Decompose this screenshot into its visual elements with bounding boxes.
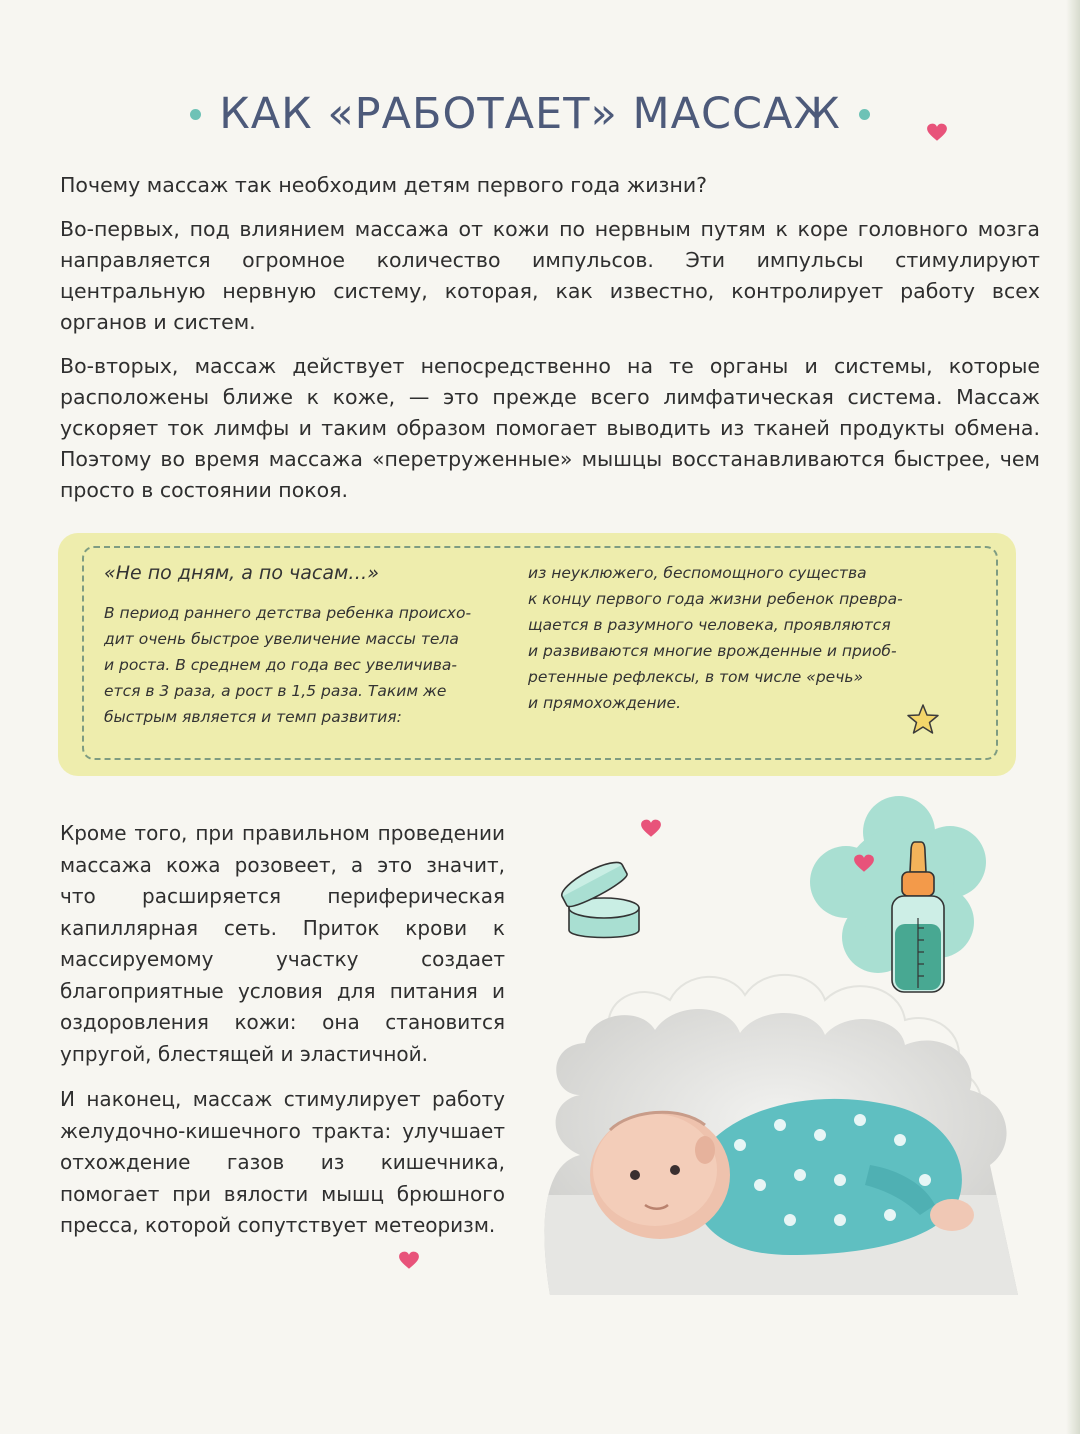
- callout-line: В период раннего детства ребенка происхо-: [104, 604, 472, 622]
- callout-line: дит очень быстрое увеличение массы тела: [104, 630, 459, 648]
- heart-icon: [926, 122, 948, 144]
- title-row: [180, 82, 880, 146]
- lower-paragraph-digestion: И наконец, массаж стимулирует работу желудочно-кишечного тракта: улучшает отхождение газов из кишечника, помогает при вялости мышц брюшного пресса, которой сопутствует метеоризм.: [60, 1087, 505, 1237]
- baby-photo: [540, 1005, 1018, 1295]
- intro-text: [60, 170, 1040, 519]
- box-icon: [555, 858, 655, 948]
- page-title: КАК «РАБОТАЕТ» МАССАЖ: [219, 89, 841, 139]
- callout-line: и развиваются многие врожденные и приоб-: [528, 642, 897, 660]
- heart-icon: [640, 818, 662, 840]
- callout-line: ретенные рефлексы, в том числе «речь»: [528, 668, 864, 686]
- callout-column-right: [528, 560, 918, 716]
- intro-paragraph-second: Во-вторых, массаж действует непосредственно на те органы и системы, которые расположены ближе к коже, — это прежде всего лимфатическая система. Массаж ускоряет ток лимфы и таким образом помогает выводить из тканей продукты обмена. Поэтому во время массажа «перетруженные» мышцы восстанавливаются быстрее, чем просто в состоянии покоя.: [60, 354, 1040, 502]
- callout-line: ется в 3 раза, а рост в 1,5 раза. Таким же: [104, 682, 447, 700]
- heart-icon: [853, 853, 875, 875]
- lower-text: [60, 818, 505, 1256]
- lower-paragraph-skin: Кроме того, при правильном проведении массажа кожа розовеет, а это значит, что расширяется периферическая капиллярная сеть. Приток крови к массируемому участку создает благоприятные условия для питания и оздоровления кожи: она становится упругой, блестящей и эластичной.: [60, 821, 505, 1066]
- intro-question: Почему массаж так необходим детям первого года жизни?: [60, 173, 708, 197]
- star-icon: [906, 703, 940, 735]
- title-dot-right: [859, 109, 870, 120]
- callout-line: быстрым является и темп развития:: [104, 708, 402, 726]
- callout-title: «Не по дням, а по часам…»: [104, 562, 380, 584]
- title-dot-left: [190, 109, 201, 120]
- callout-line: из неуклюжего, беспомощного существа: [528, 564, 867, 582]
- callout-line: и роста. В среднем до года вес увеличива-: [104, 656, 457, 674]
- callout-line: щается в разумного человека, проявляются: [528, 616, 891, 634]
- baby-bottle-icon: [882, 838, 954, 998]
- callout-line: к концу первого года жизни ребенок превра-: [528, 590, 903, 608]
- intro-paragraph-first: Во-первых, под влиянием массажа от кожи по нервным путям к коре головного мозга направляется огромное количество импульсов. Эти импульсы стимулируют центральную нервную систему, которая, как известно, контролирует работу всех органов и систем.: [60, 217, 1040, 334]
- callout-column-left: [104, 560, 489, 730]
- callout-line: и прямохождение.: [528, 694, 682, 712]
